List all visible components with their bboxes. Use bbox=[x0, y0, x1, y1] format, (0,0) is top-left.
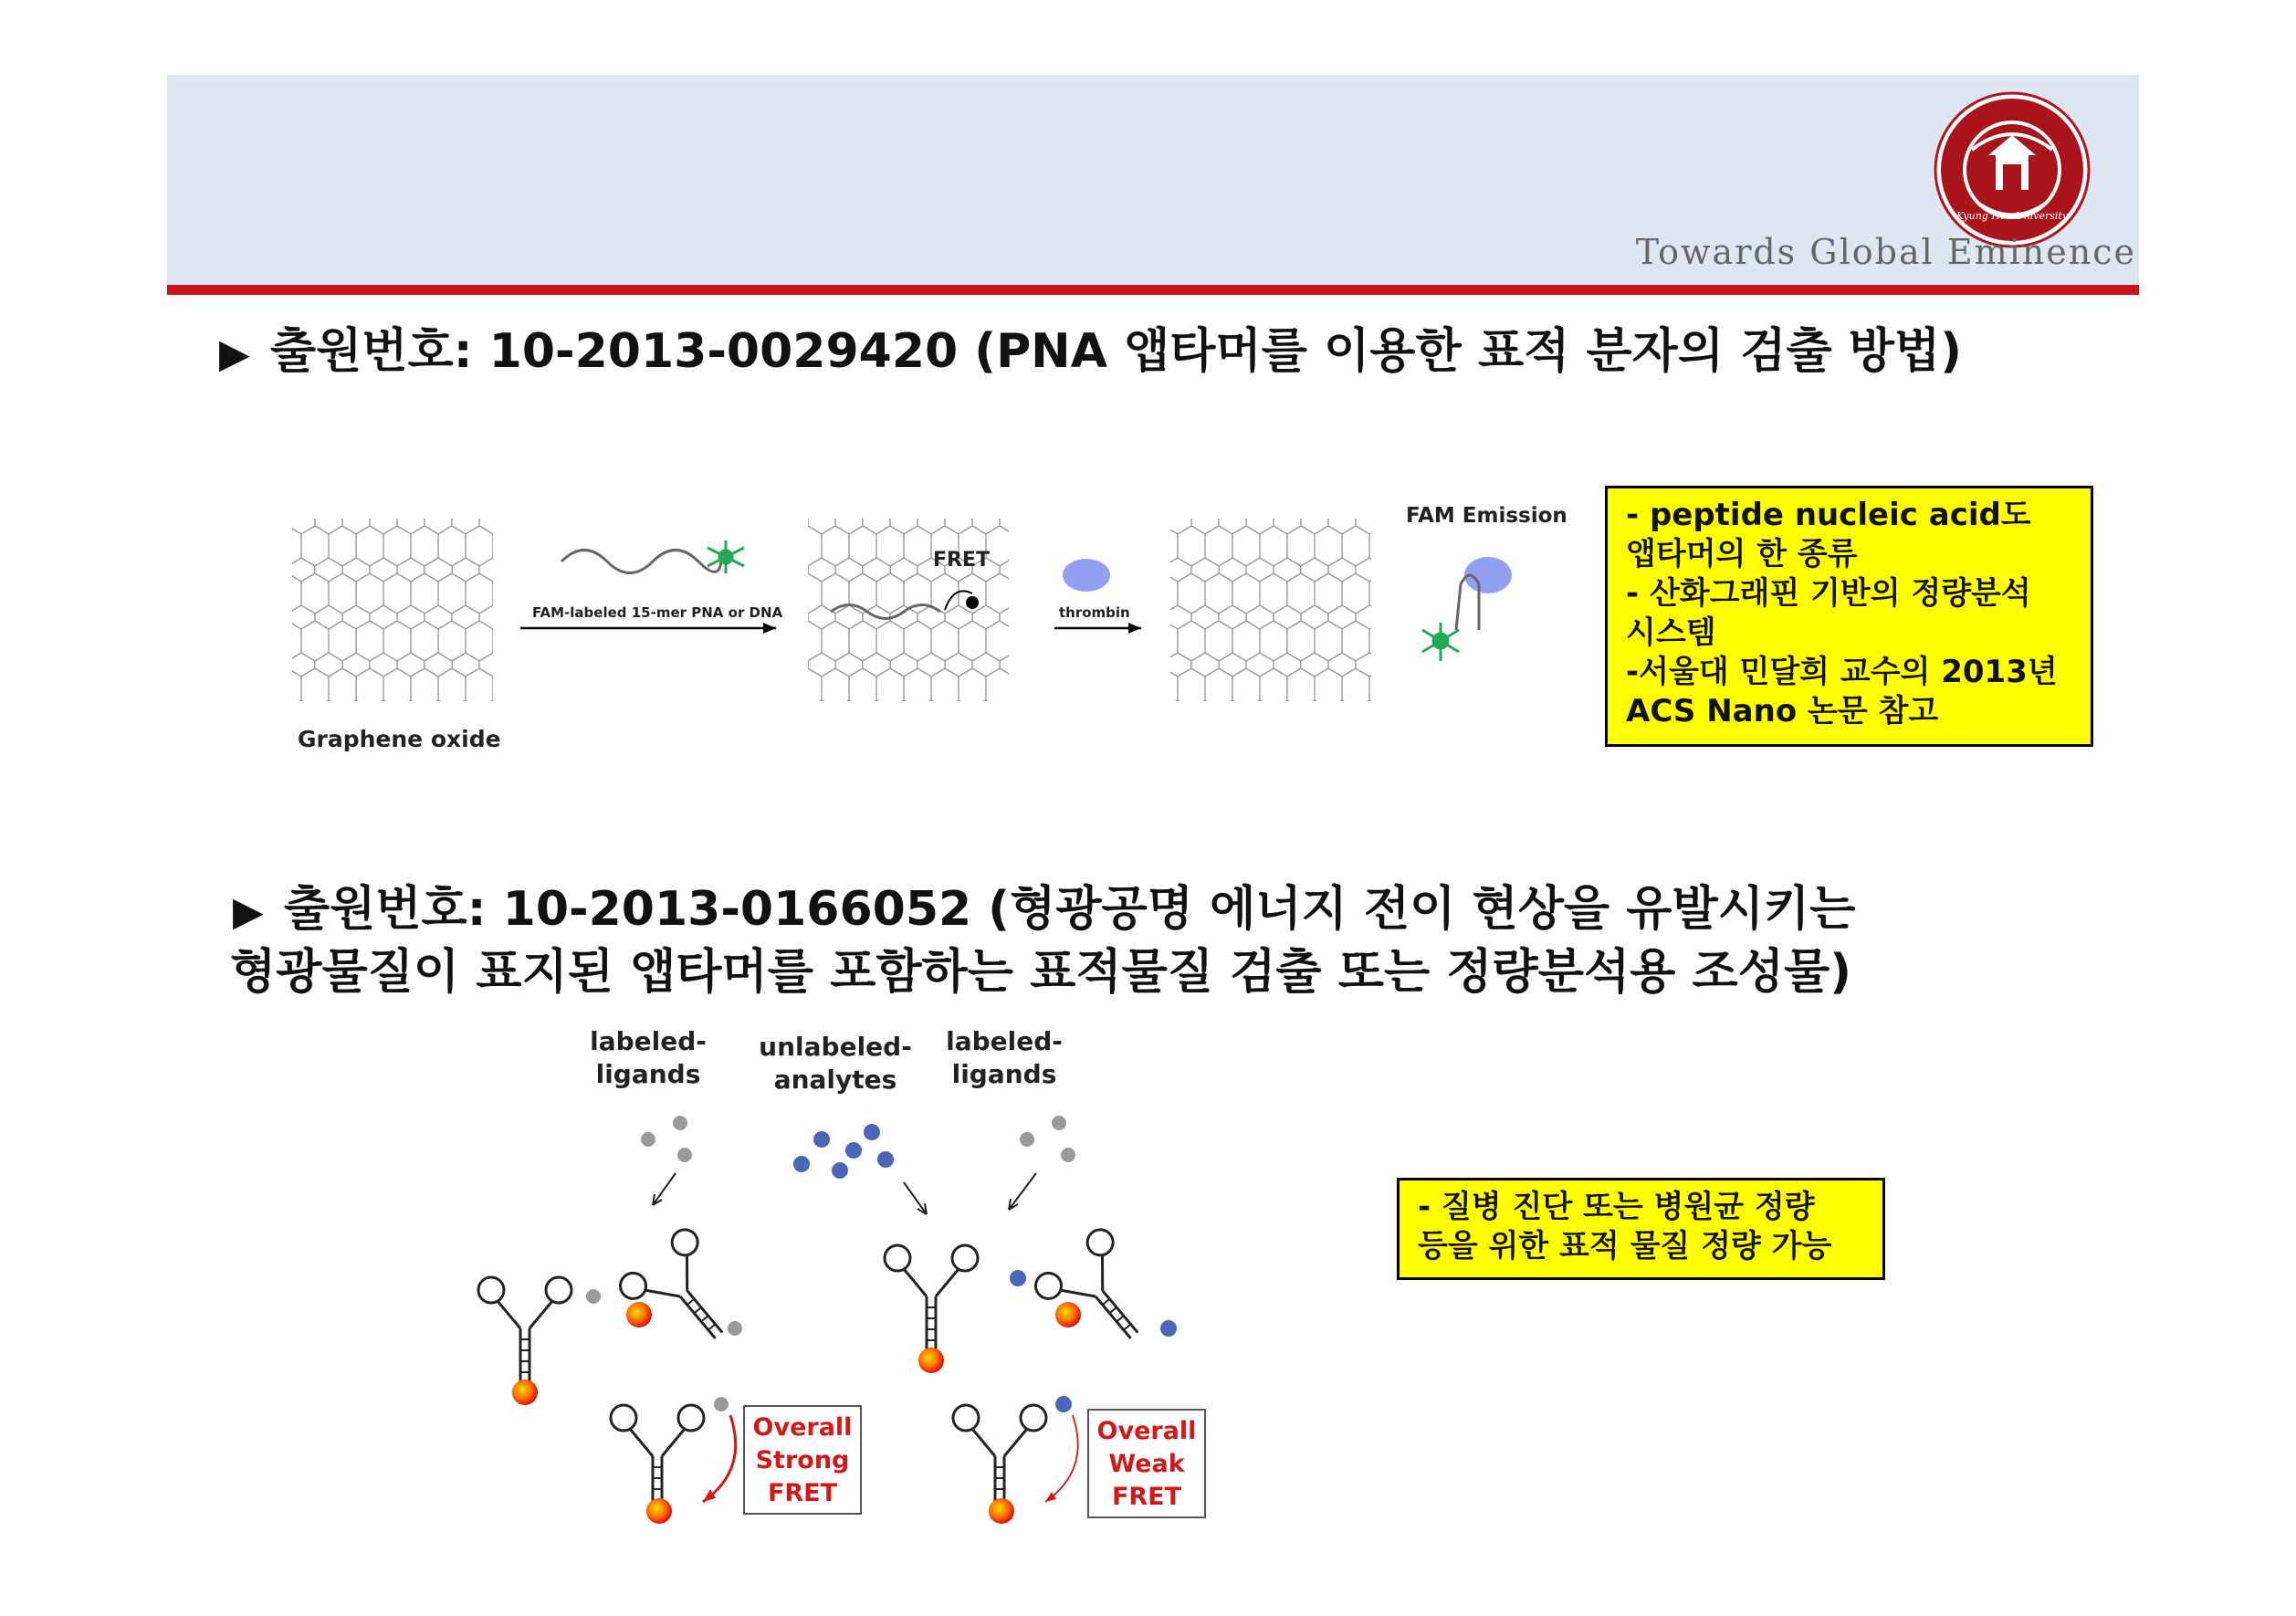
note1-line: ACS Nano 논문 참고 bbox=[1626, 693, 1939, 729]
header-rule bbox=[167, 285, 2139, 295]
weak-fret-line1: Overall bbox=[1096, 1417, 1197, 1445]
weak-fret-line3: FRET bbox=[1111, 1483, 1182, 1511]
fret-label: FRET bbox=[933, 549, 991, 572]
unlabeled-analyte-dots bbox=[793, 1124, 894, 1179]
seal-text: Kyung Hee University bbox=[1955, 210, 2069, 222]
note1-line: 시스템 bbox=[1626, 614, 1716, 651]
labeled-ligands-left-line1: labeled- bbox=[590, 1026, 707, 1056]
section1-heading bbox=[219, 321, 1962, 384]
labeled-ligands-left-line2: ligands bbox=[595, 1059, 701, 1089]
aptamer-fret-figure bbox=[456, 1023, 1242, 1534]
triangle-bullet-icon: ▶ bbox=[233, 888, 264, 935]
labeled-ligands-right-line2: ligands bbox=[951, 1059, 1057, 1089]
note1-line: - peptide nucleic acid도 bbox=[1626, 497, 2031, 533]
labeled-ligand-dots-right bbox=[1020, 1116, 1075, 1162]
section2-heading-line2: 형광물질이 표지된 앱타머를 포함하는 표적물질 검출 또는 정량분석용 조성물) bbox=[230, 945, 1852, 1000]
graphene-sheet-1 bbox=[292, 519, 493, 701]
labeled-ligands-right-line1: labeled- bbox=[946, 1026, 1063, 1056]
note2-line: - 질병 진단 또는 병원균 정량 bbox=[1418, 1189, 1815, 1225]
graphene-fret-figure bbox=[274, 475, 1588, 776]
probe-label: FAM-labeled 15-mer PNA or DNA bbox=[532, 604, 783, 621]
graphene-oxide-label: Graphene oxide bbox=[298, 726, 501, 752]
fam-emission-label: FAM Emission bbox=[1406, 504, 1567, 528]
note1-line: 앱타머의 한 종류 bbox=[1626, 536, 1858, 572]
triangle-bullet-icon: ▶ bbox=[219, 331, 250, 377]
thrombin-blob bbox=[1063, 559, 1110, 592]
fam-star-icon-1 bbox=[708, 540, 744, 573]
labeled-ligand-dots-left bbox=[641, 1116, 692, 1162]
fam-star-icon-2 bbox=[1422, 623, 1459, 661]
weak-fret-line2: Weak bbox=[1108, 1450, 1185, 1478]
thrombin-label: thrombin bbox=[1059, 604, 1130, 621]
section1-heading-text: 출원번호: 10-2013-0029420 (PNA 앱타머를 이용한 표적 분자의 검출 방법) bbox=[269, 324, 1963, 379]
strong-fret-line1: Overall bbox=[752, 1413, 853, 1442]
unlabeled-analytes-line2: analytes bbox=[773, 1065, 897, 1095]
university-seal-logo bbox=[1934, 91, 2091, 248]
section2-heading-line1: 출원번호: 10-2013-0166052 (형광공명 에너지 전이 현상을 유발시키는 bbox=[283, 882, 1856, 937]
strong-fret-line2: Strong bbox=[755, 1446, 850, 1474]
tagline: Towards Global Eminence bbox=[1635, 232, 2136, 272]
strong-fret-line3: FRET bbox=[767, 1479, 838, 1507]
incoming-arrows bbox=[653, 1173, 1036, 1214]
probe-strand bbox=[561, 551, 721, 573]
note2-line: 등을 위한 표적 물질 정량 가능 bbox=[1418, 1228, 1832, 1264]
graphene-sheet-3 bbox=[1170, 519, 1371, 701]
section2-heading bbox=[230, 879, 1856, 1002]
section2-note bbox=[1397, 1178, 1885, 1280]
note1-line: -서울대 민달희 교수의 2013년 bbox=[1626, 654, 2058, 690]
note1-line: - 산화그래핀 기반의 정량분석 bbox=[1626, 575, 2031, 612]
unlabeled-analytes-line1: unlabeled- bbox=[759, 1032, 912, 1062]
section1-note bbox=[1605, 486, 2093, 747]
graphene-sheet-2 bbox=[808, 519, 1009, 701]
